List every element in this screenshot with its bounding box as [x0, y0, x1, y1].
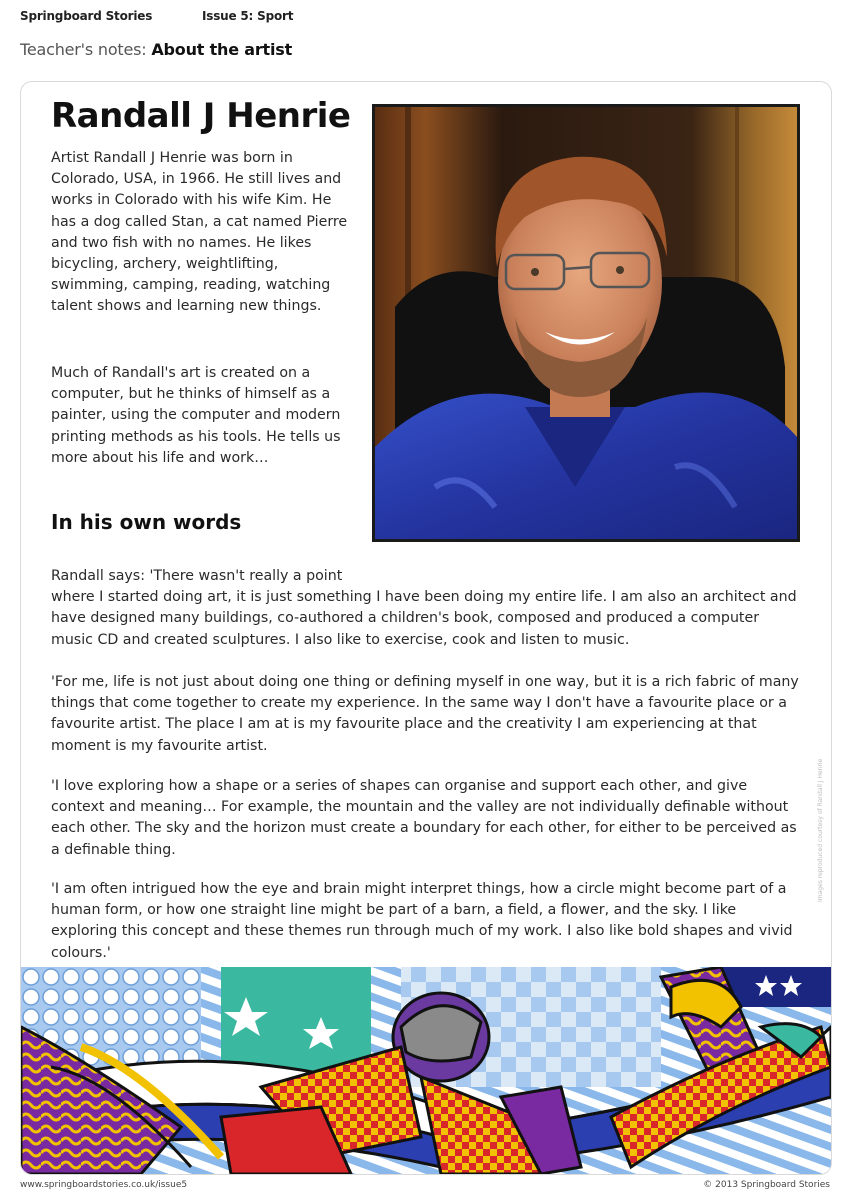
quote-paragraph-3: 'I love exploring how a shape or a series of shapes can organise and support each other, and give context and meaning… For example, the mountain and the valley are not individually definable without each other. The sky and the horizon must create a boundary for each other, for either to be perceived as a definable thing. [51, 778, 797, 858]
quote-paragraph-1-text: Randall says: 'There wasn't really a point where I started doing art, it is just something I have been doing my entire life. I am also an architect and have designed many buildings, co-authored a children's book, composed and produced a computer music CD and created sculptures. I also like to exercise, cook and listen to music. [51, 568, 797, 648]
page-title: Randall J Henrie [51, 96, 351, 136]
footer-url[interactable]: www.springboardstories.co.uk/issue5 [20, 1180, 188, 1190]
section-heading [20, 40, 292, 59]
artist-photo [372, 104, 800, 542]
article-card [20, 81, 832, 1175]
quote-paragraph-4: 'I am often intrigued how the eye and brain might interpret things, how a circle might become part of a human form, or how one straight line might be part of a barn, a field, a flower, and the sky. I like exploring this concept and these themes run through much of my work. I also like bold shapes and vivid colours.' [51, 881, 793, 961]
artwork-banner [21, 967, 831, 1174]
photo-wrap-spacer [51, 545, 373, 566]
notes-prefix: Teacher's notes: [20, 40, 147, 59]
footer-copyright: © 2013 Springboard Stories [703, 1180, 830, 1190]
intro-paragraph-1: Artist Randall J Henrie was born in Colorado, USA, in 1966. He still lives and works in Colorado with his wife Kim. He has a dog called Stan, a cat named Pierre and two fish with no names. He likes bicycling, archery, weightlifting, swimming, camping, reading, watching talent shows and learning new things. [51, 150, 348, 315]
quote-paragraph-1 [51, 545, 803, 651]
intro-paragraph-2: Much of Randall's art is created on a computer, but he thinks of himself as a painter, using the computer and modern printing methods as his tools. He tells us more about his life and work… [51, 365, 341, 466]
notes-title: About the artist [151, 40, 293, 59]
artist-portrait-illustration [375, 107, 797, 539]
quote-paragraph-2: 'For me, life is not just about doing one thing or defining myself in one way, but it is a rich fabric of many things that come together to create my experience. In the same way I don't have a favourite place or a favourite artist. The place I am at is my favourite place and the creativity I am experiencing at that moment is my favourite artist. [51, 674, 799, 754]
issue-label: Issue 5: Sport [202, 9, 294, 23]
publication-name: Springboard Stories [20, 9, 153, 23]
section-subheading: In his own words [51, 510, 242, 534]
image-credit: Images reproduced courtesy of Randall J Henrie [817, 758, 824, 902]
photo-wrap-right [371, 566, 803, 587]
